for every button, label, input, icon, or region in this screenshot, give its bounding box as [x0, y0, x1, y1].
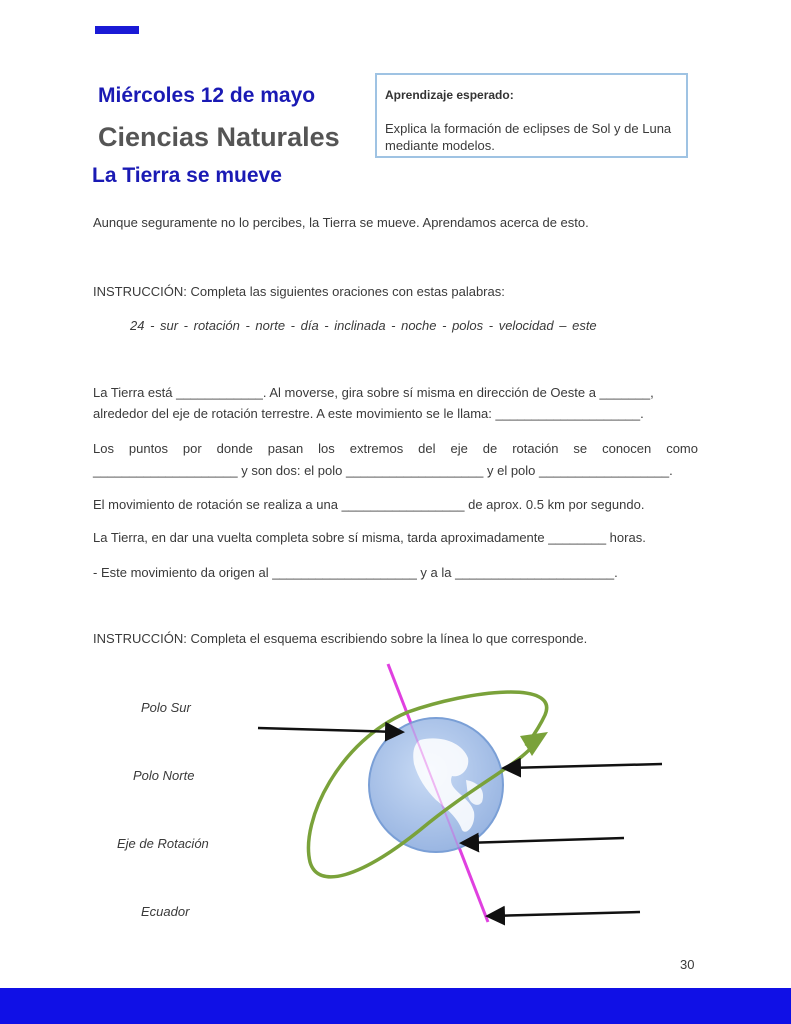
pointer-arrow-right-lower: [490, 912, 640, 916]
earth-rotation-diagram: [0, 640, 791, 940]
lesson-date: Miércoles 12 de mayo: [98, 84, 316, 107]
page-number: 30: [680, 957, 695, 972]
learning-expected-heading: Aprendizaje esperado:: [385, 88, 514, 102]
bottom-blue-band: [0, 988, 791, 1024]
lesson-title: La Tierra se mueve: [92, 164, 282, 187]
sentence-2-line-2: ____________________ y son dos: el polo ___________________ y el polo __________________.: [93, 463, 673, 478]
instruction-complete-sentences: INSTRUCCIÓN: Completa las siguientes oraciones con estas palabras:: [93, 284, 505, 299]
subject-title: Ciencias Naturales: [98, 122, 340, 152]
sentence-1-line-2: alrededor del eje de rotación terrestre. A este movimiento se le llama: ____________________.: [93, 406, 644, 421]
sentence-1-line-1: La Tierra está ____________. Al moverse, gira sobre sí misma en dirección de Oeste a _______,: [93, 385, 654, 400]
top-accent-bar: [95, 26, 139, 34]
pointer-arrow-right-upper: [506, 764, 662, 768]
label-polo-sur: Polo Sur: [141, 700, 191, 715]
label-eje-rotacion: Eje de Rotación: [117, 836, 209, 851]
sentence-3: El movimiento de rotación se realiza a una _________________ de aprox. 0.5 km por segundo.: [93, 497, 645, 512]
instruction-complete-diagram: INSTRUCCIÓN: Completa el esquema escribiendo sobre la línea lo que corresponde.: [93, 631, 588, 646]
intro-paragraph: Aunque seguramente no lo percibes, la Tierra se mueve. Aprendamos acerca de esto.: [93, 215, 589, 230]
label-polo-norte: Polo Norte: [133, 768, 195, 783]
learning-expected-box: [375, 73, 688, 158]
sentence-5: - Este movimiento da origen al ____________________ y a la ______________________.: [93, 565, 618, 580]
label-ecuador: Ecuador: [141, 904, 190, 919]
sentence-2-line-1: Los puntos por donde pasan los extremos del eje de rotación se conocen como: [93, 441, 698, 456]
word-bank: 24 - sur - rotación - norte - día - inclinada - noche - polos - velocidad – este: [130, 318, 597, 333]
sentence-4: La Tierra, en dar una vuelta completa sobre sí misma, tarda aproximadamente ________ horas.: [93, 530, 646, 545]
learning-expected-text: Explica la formación de eclipses de Sol y de Luna mediante modelos.: [385, 121, 672, 153]
pointer-arrow-right-middle: [464, 838, 624, 843]
